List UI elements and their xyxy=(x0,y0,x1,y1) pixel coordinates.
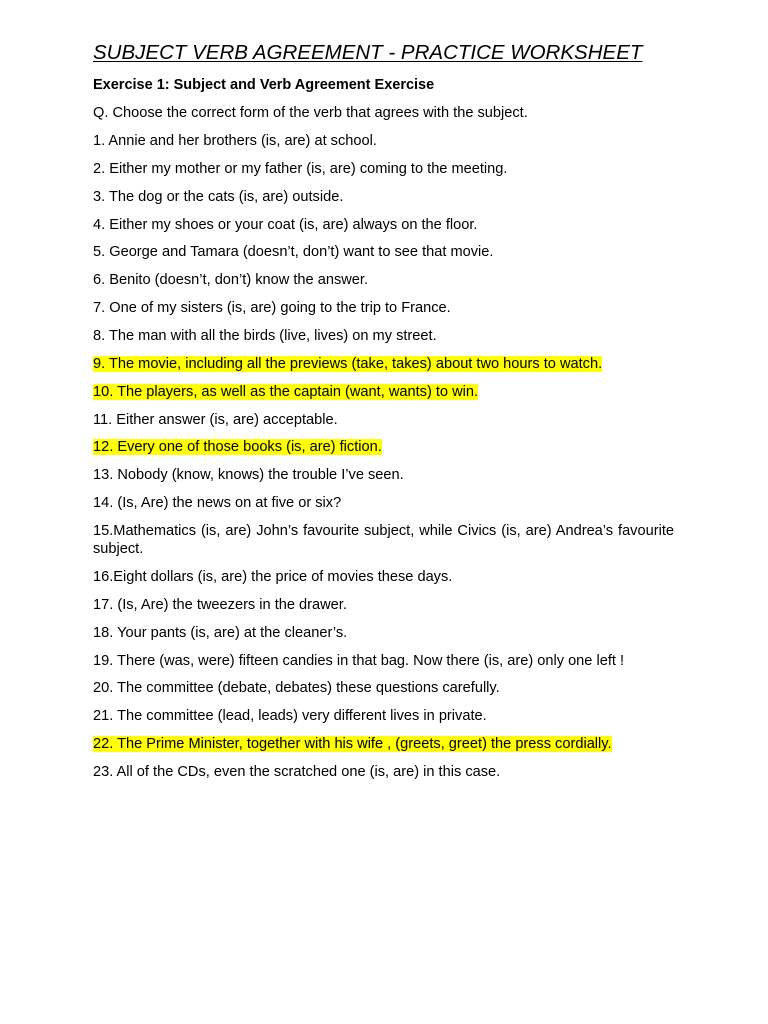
question-item xyxy=(93,160,507,178)
question-item xyxy=(93,411,338,429)
question-item xyxy=(93,299,451,317)
question-text: 20. The committee (debate, debates) these questions carefully. xyxy=(93,680,500,696)
question-text: 5. George and Tamara (doesn’t, don’t) want to see that movie. xyxy=(93,244,494,260)
question-item xyxy=(93,216,477,234)
exercise-heading: Exercise 1: Subject and Verb Agreement Exercise xyxy=(93,77,435,93)
question-text: 11. Either answer (is, are) acceptable. xyxy=(93,412,338,428)
question-item xyxy=(93,188,343,206)
question-item xyxy=(93,679,500,697)
question-text: 17. (Is, Are) the tweezers in the drawer. xyxy=(93,597,347,613)
question-text-highlighted: 22. The Prime Minister, together with his wife , (greets, greet) the press cordially. xyxy=(93,736,612,752)
question-text: 14. (Is, Are) the news on at five or six? xyxy=(93,495,342,511)
question-item xyxy=(93,327,437,345)
question-text: 4. Either my shoes or your coat (is, are) always on the floor. xyxy=(93,217,478,233)
question-item xyxy=(93,624,347,642)
question-text: 2. Either my mother or my father (is, are) coming to the meeting. xyxy=(93,161,508,177)
question-item xyxy=(93,568,452,586)
question-text: 15.Mathematics (is, are) John’s favourite subject, while Civics (is, are) Andrea’s favourite subject. xyxy=(93,523,674,557)
question-text-highlighted: 10. The players, as well as the captain (want, wants) to win. xyxy=(93,384,479,400)
question-text: 8. The man with all the birds (live, lives) on my street. xyxy=(93,328,437,344)
question-item xyxy=(93,763,500,781)
question-text: 3. The dog or the cats (is, are) outside. xyxy=(93,189,344,205)
question-text: 21. The committee (lead, leads) very different lives in private. xyxy=(93,708,487,724)
question-item-highlighted xyxy=(93,355,602,373)
question-text-highlighted: 12. Every one of those books (is, are) fiction. xyxy=(93,439,382,455)
question-text: 6. Benito (doesn’t, don’t) know the answer. xyxy=(93,272,369,288)
question-text: 7. One of my sisters (is, are) going to the trip to France. xyxy=(93,300,451,316)
worksheet-title: SUBJECT VERB AGREEMENT - PRACTICE WORKSHEET xyxy=(93,41,643,64)
question-item xyxy=(93,522,674,558)
instruction: Q. Choose the correct form of the verb that agrees with the subject. xyxy=(93,105,528,121)
question-text-highlighted: 9. The movie, including all the previews (take, takes) about two hours to watch. xyxy=(93,356,603,372)
question-item xyxy=(93,596,347,614)
question-text: 18. Your pants (is, are) at the cleaner’s. xyxy=(93,625,348,641)
question-text: 19. There (was, were) fifteen candies in that bag. Now there (is, are) only one left ! xyxy=(93,653,625,669)
question-item xyxy=(93,132,377,150)
question-item-highlighted xyxy=(93,383,478,401)
question-text: 13. Nobody (know, knows) the trouble I’ve seen. xyxy=(93,467,404,483)
question-item xyxy=(93,494,341,512)
question-item xyxy=(93,707,487,725)
question-item-highlighted xyxy=(93,735,612,753)
question-text: 16.Eight dollars (is, are) the price of movies these days. xyxy=(93,569,453,585)
question-text: 23. All of the CDs, even the scratched one (is, are) in this case. xyxy=(93,764,501,780)
question-item-highlighted xyxy=(93,438,382,456)
question-item xyxy=(93,243,493,261)
question-text: 1. Annie and her brothers (is, are) at school. xyxy=(93,133,377,149)
question-item xyxy=(93,652,624,670)
question-item xyxy=(93,466,404,484)
question-item xyxy=(93,271,368,289)
